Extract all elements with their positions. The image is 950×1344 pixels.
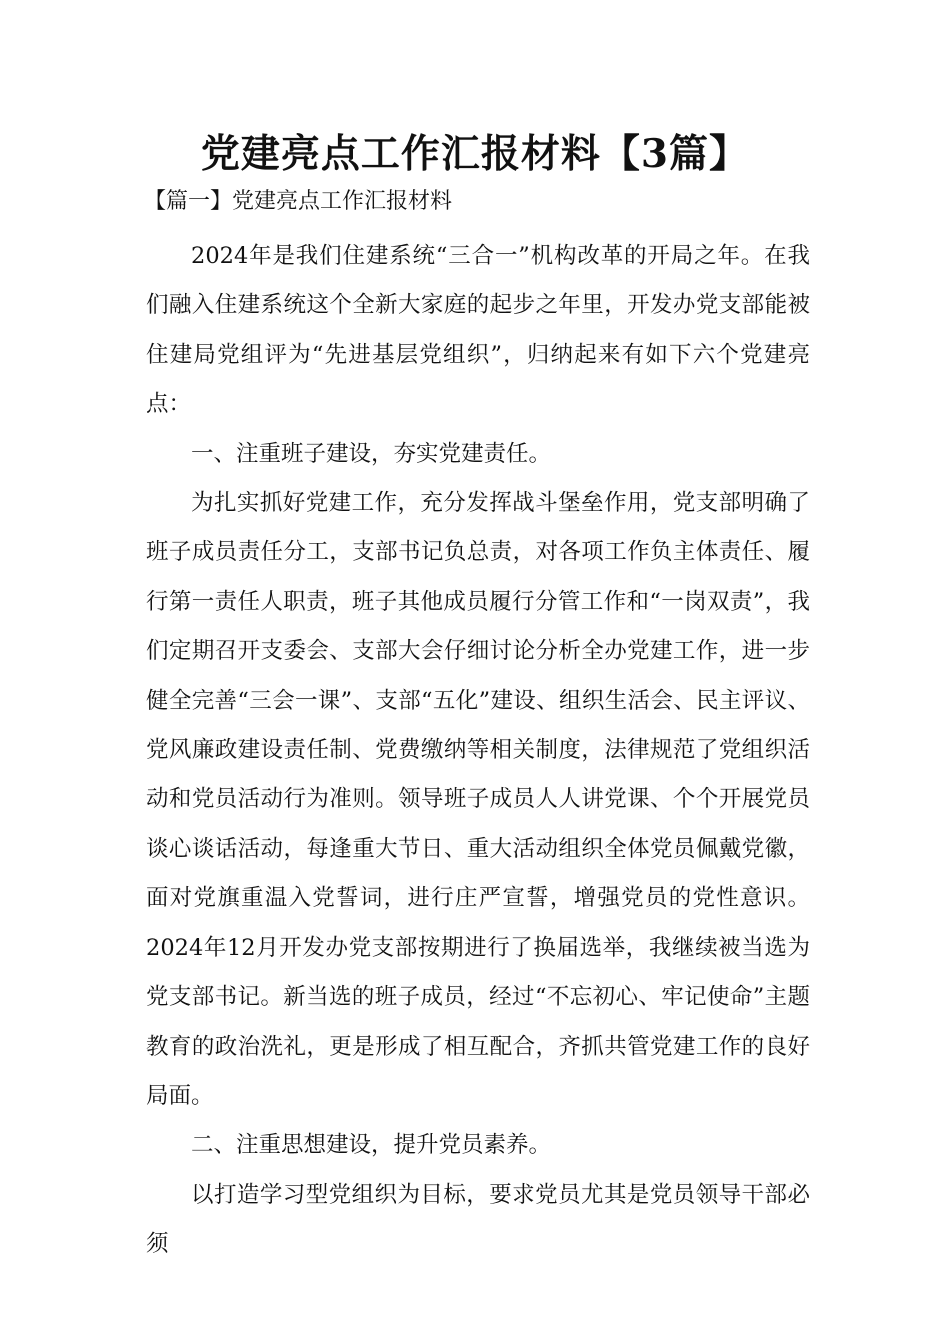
document-body	[146, 232, 810, 1270]
paragraph-body-2: 以打造学习型党组织为目标，要求党员尤其是党员领导干部必须	[146, 1181, 810, 1258]
document-title: 党建亮点工作汇报材料【3篇】	[200, 131, 750, 177]
section-heading: 【篇一】党建亮点工作汇报材料	[144, 189, 453, 214]
paragraph-heading-2: 二、注重思想建设，提升党员素养。	[191, 1132, 552, 1159]
paragraph-body-1: 为扎实抓好党建工作，充分发挥战斗堡垒作用，党支部明确了班子成员责任分工，支部书记负总责，对各项工作负主体责任、履行第一责任人职责，班子其他成员履行分管工作和“一岗双责”，我们定期召开支委会、支部大会仔细讨论分析全办党建工作，进一步健全完善“三会一课”、支部“五化”建设、组织生活会、民主评议、党风廉政建设责任制、党费缴纳等相关制度，法律规范了党组织活动和党员活动行为准则。领导班子成员人人讲党课、个个开展党员谈心谈话活动，每逢重大节日、重大活动组织全体党员佩戴党徽，面对党旗重温入党誓词，进行庄严宣誓，增强党员的党性意识。2024年12月开发办党支部按期进行了换届选举，我继续被当选为党支部书记。新当选的班子成员，经过“不忘初心、牢记使命”主题教育的政治洗礼，更是形成了相互配合，齐抓共管党建工作的良好局面。	[146, 490, 810, 1109]
paragraph-intro: 2024年是我们住建系统“三合一”机构改革的开局之年。在我们融入住建系统这个全新大家庭的起步之年里，开发办党支部能被住建局党组评为“先进基层党组织”，归纳起来有如下六个党建亮点：	[146, 243, 810, 418]
paragraph-heading-1: 一、注重班子建设，夯实党建责任。	[191, 440, 552, 467]
